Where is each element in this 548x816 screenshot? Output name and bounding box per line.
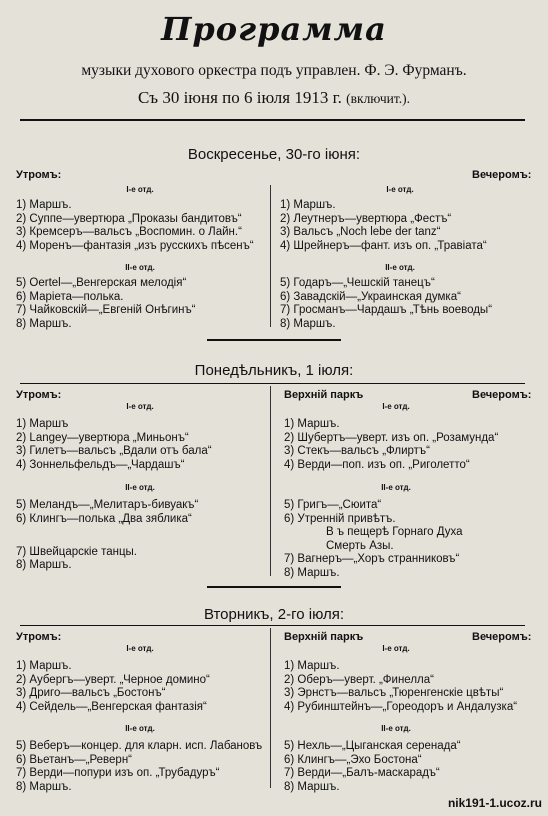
tuesday-morning-heading: Утромъ: <box>16 631 62 643</box>
program-item: 3) Стекъ—вальсъ „Флиртъ“ <box>284 445 430 457</box>
program-item: 2) Леутнеръ—увертюра „Фестъ“ <box>280 212 452 225</box>
monday-upper-park-heading: Верхній паркъ <box>284 389 364 401</box>
program-item: 5) Меландъ—„Мелитаръ-бивуакъ“ <box>16 499 199 511</box>
sunday-morning-part2-label: II-е отд. <box>125 263 155 272</box>
header-rule <box>20 119 525 121</box>
monday-morning-heading: Утромъ: <box>16 389 62 401</box>
program-item: 1) Маршъ. <box>284 418 340 430</box>
program-item: 5) Григъ—„Сюита“ <box>284 499 382 511</box>
monday-column-divider <box>270 386 271 576</box>
program-item: 6) Завадскій—„Украинская думка“ <box>280 290 461 303</box>
program-item: 5) Веберъ—концер. для кларн. исп. Лабановъ <box>16 740 263 752</box>
program-item: 6) Клингъ—полька „Два зяблика“ <box>16 512 192 525</box>
program-item: 6) Маріета—полька. <box>16 290 124 303</box>
sunday-evening-heading: Вечеромъ: <box>472 169 532 181</box>
program-item: 4) Моренъ—фантазія „изъ русскихъ пѣсенъ“ <box>16 239 254 252</box>
day-title-tuesday: Вторникъ, 2-го іюля: <box>203 606 345 623</box>
program-item: 8) Маршъ. <box>16 317 72 330</box>
monday-evening-part1 <box>284 418 498 472</box>
date-range-note: (включит.). <box>346 91 411 106</box>
tuesday-rule <box>20 625 525 626</box>
date-range <box>0 88 548 108</box>
program-item: Смерть Азы. <box>326 539 394 552</box>
date-range-text: Съ 30 іюня по 6 іюля 1913 г. <box>137 88 342 107</box>
program-item: 1) Маршъ. <box>280 199 336 211</box>
program-item: 4) Шрейнеръ—фант. изъ оп. „Травіата“ <box>280 239 487 252</box>
program-item: 8) Маршъ. <box>284 780 340 793</box>
program-item: 3) Дриго—вальсъ „Бостонъ“ <box>16 687 166 699</box>
monday-rule <box>20 383 525 384</box>
program-item: 6) Утренній привѣтъ. <box>284 512 396 525</box>
program-item: 4) Верди—поп. изъ оп. „Риголетто“ <box>284 458 470 471</box>
monday-evening-part1-label: I-е отд. <box>382 402 410 411</box>
sunday-evening-part2-label: II-е отд. <box>385 263 415 272</box>
sunday-morning-part1 <box>16 199 254 253</box>
monday-evening-heading: Вечеромъ: <box>472 389 532 401</box>
program-item: 8) Маршъ. <box>284 566 340 579</box>
day-separator <box>207 339 341 341</box>
program-item: 3) Гилетъ—вальсъ „Вдали отъ бала“ <box>16 445 212 457</box>
program-item: 7) Швейцарскіе танцы. <box>16 545 137 558</box>
program-item: 7) Верди—„Балъ-маскарадъ“ <box>284 767 440 779</box>
tuesday-evening-part1-label: I-е отд. <box>382 644 410 653</box>
tuesday-evening-part2 <box>284 740 461 794</box>
tuesday-evening-part1 <box>284 660 517 714</box>
program-item: 8) Маршъ. <box>280 317 336 330</box>
program-item: 2) Оберъ—уверт. „Финелла“ <box>284 673 434 686</box>
monday-morning-part2 <box>16 499 198 573</box>
program-item: 2) Langey—увертюра „Миньонъ“ <box>16 431 189 444</box>
day-title-sunday: Воскресенье, 30-го іюня: <box>187 146 361 163</box>
program-item: 1) Маршъ <box>16 418 69 430</box>
sunday-morning-part1-label: I-е отд. <box>126 185 154 194</box>
tuesday-evening-part2-label: II-е отд. <box>381 724 411 733</box>
program-item: 1) Маршъ. <box>284 660 340 672</box>
program-item: 7) Вагнеръ—„Хоръ странниковъ“ <box>284 553 460 565</box>
sunday-evening-part1-label: I-е отд. <box>386 185 414 194</box>
monday-morning-part1 <box>16 418 212 472</box>
sunday-morning-part2 <box>16 277 196 331</box>
tuesday-morning-part1 <box>16 660 210 714</box>
site-watermark: nik191-1.ucoz.ru <box>447 796 542 810</box>
tuesday-morning-part1-label: I-е отд. <box>126 644 154 653</box>
program-item: 4) Сейдель—„Венгерская фантазія“ <box>16 700 207 713</box>
program-item: 7) Верди—попури изъ оп. „Трубадуръ“ <box>16 767 220 779</box>
tuesday-morning-part2 <box>16 740 262 794</box>
sunday-morning-heading: Утромъ: <box>16 169 62 181</box>
monday-evening-part2 <box>284 499 463 580</box>
program-item: 7) Чайковскій—„Евгеній Онѣгинъ“ <box>16 304 196 316</box>
program-item: 2) Суппе—увертюра „Проказы бандитовъ“ <box>16 212 242 225</box>
sunday-evening-part1 <box>280 199 487 253</box>
program-item: 8) Маршъ. <box>16 780 72 793</box>
program-item: 5) Нехль—„Цыганская серенада“ <box>284 740 461 752</box>
program-item: 2) Шубертъ—уверт. изъ оп. „Розамунда“ <box>284 431 499 444</box>
tuesday-upper-park-heading: Верхній паркъ <box>284 631 364 643</box>
program-item <box>16 526 198 540</box>
program-item: 6) Вьетанъ—„Реверн“ <box>16 753 133 766</box>
program-item: 4) Рубинштейнъ—„Гореодоръ и Андалузка“ <box>284 700 518 713</box>
monday-morning-part1-label: I-е отд. <box>126 402 154 411</box>
program-item: 6) Клингъ—„Эхо Бостона“ <box>284 753 422 766</box>
program-item: 3) Эрнстъ—вальсъ „Тюренгенскіе цвѣты“ <box>284 687 504 699</box>
monday-morning-part2-label: II-е отд. <box>125 483 155 492</box>
program-item: 2) Аубергъ—уверт. „Черное домино“ <box>16 673 210 686</box>
sunday-evening-part2 <box>280 277 492 331</box>
tuesday-column-divider <box>270 628 271 788</box>
program-item: 3) Кремсеръ—вальсъ „Воспомин. о Лайн.“ <box>16 226 242 238</box>
program-item: 7) Гросманъ—Чардашъ „Тѣнь воеводы“ <box>280 304 493 316</box>
sunday-column-divider <box>270 185 271 327</box>
orchestra-subtitle: музыки духового оркестра подъ управлен. Ф. Э. Фурманъ. <box>81 62 467 79</box>
program-item: 1) Маршъ. <box>16 199 72 211</box>
program-item: 5) Oertel—„Венгерская мелодія“ <box>16 277 187 289</box>
page-title: Программа <box>161 10 387 48</box>
program-item: 1) Маршъ. <box>16 660 72 672</box>
tuesday-morning-part2-label: II-е отд. <box>125 724 155 733</box>
program-item: В ъ пещерѣ Горнаго Духа <box>326 526 463 538</box>
program-item: 5) Годаръ—„Чешскій танецъ“ <box>280 277 435 289</box>
tuesday-evening-heading: Вечеромъ: <box>472 631 532 643</box>
day-title-monday: Понедѣльникъ, 1 іюля: <box>194 362 354 379</box>
program-item: 3) Вальсъ „Noch lebe der tanz“ <box>280 226 441 238</box>
program-item: 4) Зоннельфельдъ—„Чардашъ“ <box>16 458 185 471</box>
monday-evening-part2-label: II-е отд. <box>381 483 411 492</box>
day-separator <box>207 586 341 588</box>
program-item: 8) Маршъ. <box>16 559 72 571</box>
